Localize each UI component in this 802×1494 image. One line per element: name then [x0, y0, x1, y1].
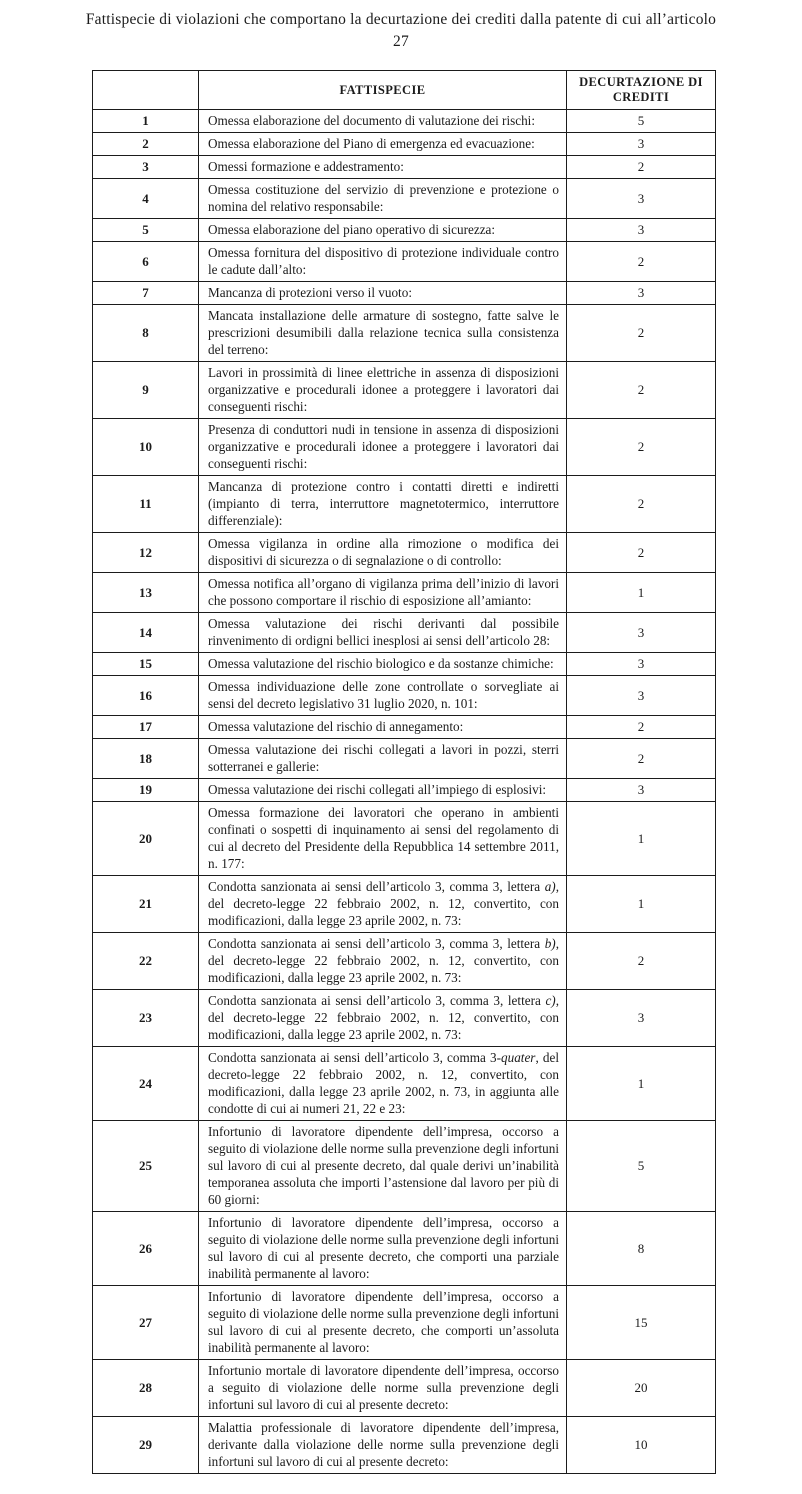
fattispecie-cell: Omessa valutazione del rischio biologico e da sostanze chimiche:: [199, 653, 567, 676]
row-number-cell: 21: [93, 876, 199, 933]
row-number-cell: 7: [93, 282, 199, 305]
fattispecie-cell: Mancata installazione delle armature di sostegno, fatte salve le prescrizioni desumibili dalla relazione tecnica sulla consistenza del terreno:: [199, 305, 567, 362]
row-number-cell: 1: [93, 110, 199, 133]
fattispecie-cell: Omessa formazione dei lavoratori che operano in ambienti confinati o sospetti di inquinamento ai sensi del regolamento di cui al decreto del Presidente della Repubblica 14 settembre 2011, n. 177:: [199, 802, 567, 876]
table-row: [93, 613, 716, 653]
fattispecie-cell: Condotta sanzionata ai sensi dell’articolo 3, comma 3, lettera c), del decreto-legge 22 febbraio 2002, n. 12, convertito, con modificazioni, dalla legge 23 aprile 2002, n. 73:: [199, 990, 567, 1047]
credits-cell: 2: [567, 362, 716, 419]
table-row: [93, 933, 716, 990]
table-row: [93, 802, 716, 876]
table-row: [93, 476, 716, 533]
table-row: [93, 739, 716, 779]
fattispecie-cell: Lavori in prossimità di linee elettriche in assenza di disposizioni organizzative e procedurali idonee a proteggere i lavoratori dai conseguenti rischi:: [199, 362, 567, 419]
table-row: [93, 305, 716, 362]
credits-cell: 1: [567, 1047, 716, 1121]
fattispecie-cell: Mancanza di protezioni verso il vuoto:: [199, 282, 567, 305]
fattispecie-cell: Condotta sanzionata ai sensi dell’articolo 3, comma 3, lettera a), del decreto-legge 22 febbraio 2002, n. 12, convertito, con modificazioni, dalla legge 23 aprile 2002, n. 73:: [199, 876, 567, 933]
fattispecie-cell: Omessa costituzione del servizio di prevenzione e protezione o nomina del relativo responsabile:: [199, 179, 567, 219]
credits-cell: 3: [567, 779, 716, 802]
row-number-cell: 23: [93, 990, 199, 1047]
col-header-decurtazione: DECURTAZIONE DI CREDITI: [567, 71, 716, 110]
credits-cell: 8: [567, 1212, 716, 1286]
fattispecie-cell: Omessa elaborazione del documento di valutazione dei rischi:: [199, 110, 567, 133]
table-row: [93, 219, 716, 242]
row-number-cell: 12: [93, 533, 199, 573]
credits-cell: 2: [567, 419, 716, 476]
row-number-cell: 28: [93, 1360, 199, 1417]
credits-cell: 3: [567, 282, 716, 305]
fattispecie-cell: Mancanza di protezione contro i contatti diretti e indiretti (impianto di terra, interruttore magnetotermico, interruttore differenziale):: [199, 476, 567, 533]
credits-cell: 2: [567, 933, 716, 990]
row-number-cell: 27: [93, 1286, 199, 1360]
fattispecie-cell: Omessa valutazione dei rischi collegati all’impiego di esplosivi:: [199, 779, 567, 802]
row-number-cell: 14: [93, 613, 199, 653]
fattispecie-cell: Presenza di conduttori nudi in tensione in assenza di disposizioni organizzative e procedurali idonee a proteggere i lavoratori dai conseguenti rischi:: [199, 419, 567, 476]
table-row: [93, 716, 716, 739]
credits-cell: 2: [567, 305, 716, 362]
row-number-cell: 3: [93, 156, 199, 179]
table-row: [93, 133, 716, 156]
fattispecie-cell: Infortunio di lavoratore dipendente dell’impresa, occorso a seguito di violazione delle norme sulla prevenzione degli infortuni sul lavoro di cui al presente decreto, che comporti un’assoluta inabilità permanente al lavoro:: [199, 1286, 567, 1360]
table-row: [93, 1417, 716, 1474]
row-number-cell: 11: [93, 476, 199, 533]
row-number-cell: 18: [93, 739, 199, 779]
credits-cell: 3: [567, 653, 716, 676]
row-number-cell: 24: [93, 1047, 199, 1121]
credits-cell: 3: [567, 179, 716, 219]
row-number-cell: 17: [93, 716, 199, 739]
row-number-cell: 13: [93, 573, 199, 613]
fattispecie-cell: Omessa elaborazione del piano operativo di sicurezza:: [199, 219, 567, 242]
table-body: [93, 110, 716, 1474]
row-number-cell: 4: [93, 179, 199, 219]
violations-table: [92, 70, 716, 1474]
credits-cell: 2: [567, 156, 716, 179]
row-number-cell: 10: [93, 419, 199, 476]
table-row: [93, 282, 716, 305]
row-number-cell: 19: [93, 779, 199, 802]
table-header: [93, 71, 716, 110]
table-row: [93, 1360, 716, 1417]
credits-cell: 3: [567, 990, 716, 1047]
credits-cell: 2: [567, 716, 716, 739]
fattispecie-cell: Infortunio di lavoratore dipendente dell’impresa, occorso a seguito di violazione delle norme sulla prevenzione degli infortuni sul lavoro di cui al presente decreto, che comporti una parziale inabilità permanente al lavoro:: [199, 1212, 567, 1286]
table-row: [93, 1286, 716, 1360]
credits-cell: 3: [567, 676, 716, 716]
credits-cell: 1: [567, 802, 716, 876]
fattispecie-cell: Omessa fornitura del dispositivo di protezione individuale contro le cadute dall’alto:: [199, 242, 567, 282]
table-row: [93, 1121, 716, 1212]
credits-cell: 10: [567, 1417, 716, 1474]
credits-cell: 2: [567, 739, 716, 779]
credits-cell: 5: [567, 110, 716, 133]
credits-cell: 5: [567, 1121, 716, 1212]
table-row: [93, 1047, 716, 1121]
credits-cell: 15: [567, 1286, 716, 1360]
fattispecie-cell: Omessa valutazione del rischio di annegamento:: [199, 716, 567, 739]
row-number-cell: 29: [93, 1417, 199, 1474]
header-row: [93, 71, 716, 110]
table-row: [93, 110, 716, 133]
credits-cell: 1: [567, 876, 716, 933]
credits-cell: 3: [567, 219, 716, 242]
row-number-cell: 16: [93, 676, 199, 716]
table-row: [93, 362, 716, 419]
fattispecie-cell: Condotta sanzionata ai sensi dell’articolo 3, comma 3, lettera b), del decreto-legge 22 febbraio 2002, n. 12, convertito, con modificazioni, dalla legge 23 aprile 2002, n. 73:: [199, 933, 567, 990]
row-number-cell: 26: [93, 1212, 199, 1286]
col-header-fattispecie: FATTISPECIE: [199, 71, 567, 110]
table-row: [93, 1212, 716, 1286]
fattispecie-cell: Infortunio di lavoratore dipendente dell’impresa, occorso a seguito di violazione delle norme sulla prevenzione degli infortuni sul lavoro di cui al presente decreto, dal quale derivi un’inabilità temporanea assoluta che importi l’astensione dal lavoro per più di 60 giorni:: [199, 1121, 567, 1212]
fattispecie-cell: Omessi formazione e addestramento:: [199, 156, 567, 179]
credits-cell: 2: [567, 476, 716, 533]
table-row: [93, 779, 716, 802]
credits-cell: 3: [567, 133, 716, 156]
row-number-cell: 9: [93, 362, 199, 419]
credits-cell: 1: [567, 573, 716, 613]
table-row: [93, 573, 716, 613]
page-title: Fattispecie di violazioni che comportano la decurtazione dei crediti dalla patente di cui all’articolo 27: [85, 11, 717, 50]
fattispecie-cell: Infortunio mortale di lavoratore dipendente dell’impresa, occorso a seguito di violazione delle norme sulla prevenzione degli infortuni sul lavoro di cui al presente decreto:: [199, 1360, 567, 1417]
credits-cell: 2: [567, 533, 716, 573]
row-number-cell: 6: [93, 242, 199, 282]
fattispecie-cell: Omessa valutazione dei rischi collegati a lavori in pozzi, sterri sotterranei e gallerie:: [199, 739, 567, 779]
row-number-cell: 8: [93, 305, 199, 362]
table-row: [93, 653, 716, 676]
row-number-cell: 2: [93, 133, 199, 156]
fattispecie-cell: Omessa notifica all’organo di vigilanza prima dell’inizio di lavori che possono comportare il rischio di esposizione all’amianto:: [199, 573, 567, 613]
credits-cell: 3: [567, 613, 716, 653]
table-row: [93, 156, 716, 179]
fattispecie-cell: Omessa elaborazione del Piano di emergenza ed evacuazione:: [199, 133, 567, 156]
row-number-cell: 22: [93, 933, 199, 990]
col-header-number: [93, 71, 199, 110]
fattispecie-cell: Omessa vigilanza in ordine alla rimozione o modifica dei dispositivi di sicurezza o di segnalazione o di controllo:: [199, 533, 567, 573]
table-row: [93, 242, 716, 282]
table-row: [93, 419, 716, 476]
row-number-cell: 20: [93, 802, 199, 876]
table-row: [93, 876, 716, 933]
credits-cell: 20: [567, 1360, 716, 1417]
table-row: [93, 179, 716, 219]
fattispecie-cell: Condotta sanzionata ai sensi dell’articolo 3, comma 3-quater, del decreto-legge 22 febbraio 2002, n. 12, convertito, con modificazioni, dalla legge 23 aprile 2002, n. 73, in aggiunta alle condotte di cui ai numeri 21, 22 e 23:: [199, 1047, 567, 1121]
fattispecie-cell: Malattia professionale di lavoratore dipendente dell’impresa, derivante dalla violazione delle norme sulla prevenzione degli infortuni sul lavoro di cui al presente decreto:: [199, 1417, 567, 1474]
row-number-cell: 5: [93, 219, 199, 242]
row-number-cell: 25: [93, 1121, 199, 1212]
row-number-cell: 15: [93, 653, 199, 676]
credits-cell: 2: [567, 242, 716, 282]
table-row: [93, 533, 716, 573]
fattispecie-cell: Omessa valutazione dei rischi derivanti dal possibile rinvenimento di ordigni bellici inesplosi ai sensi dell’articolo 28:: [199, 613, 567, 653]
table-row: [93, 990, 716, 1047]
fattispecie-cell: Omessa individuazione delle zone controllate o sorvegliate ai sensi del decreto legislativo 31 luglio 2020, n. 101:: [199, 676, 567, 716]
table-row: [93, 676, 716, 716]
